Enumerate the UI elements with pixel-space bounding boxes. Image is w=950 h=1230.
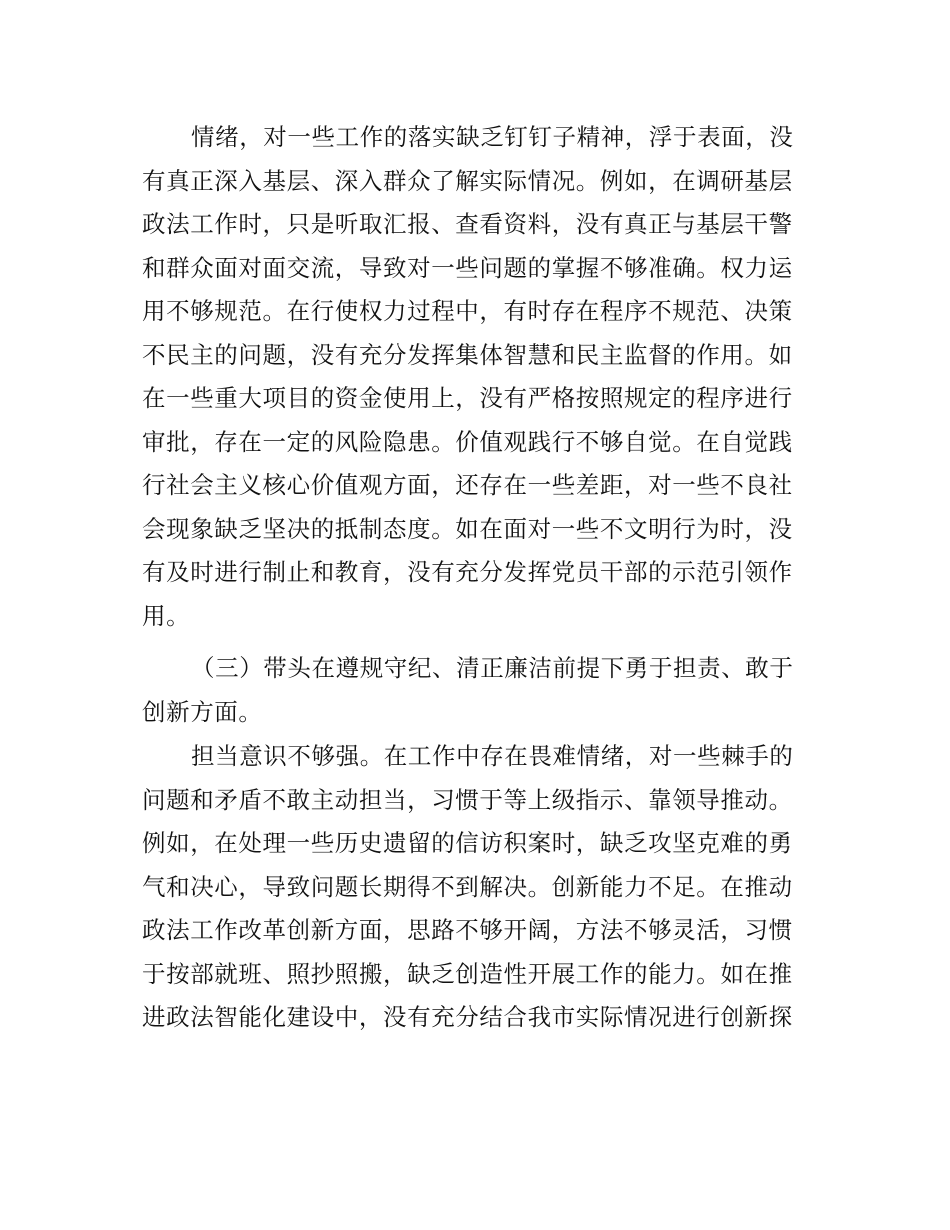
text-line: 和群众面对面交流，导致对一些问题的掌握不够准确。权力运 (142, 253, 793, 282)
text-line: 会现象缺乏坚决的抵制态度。如在面对一些不文明行为时，没 (142, 514, 793, 543)
text-line: 在一些重大项目的资金使用上，没有严格按照规定的程序进行 (142, 384, 793, 412)
text-line: 于按部就班、照抄照搬，缺乏创造性开展工作的能力。如在推 (142, 959, 793, 988)
text-line: 例如，在处理一些历史遗留的信访积案时，缺乏攻坚克难的勇 (142, 829, 793, 857)
text-line: 有及时进行制止和教育，没有充分发挥党员干部的示范引领作 (142, 558, 793, 586)
text-line: 气和决心，导致问题长期得不到解决。创新能力不足。在推动 (142, 872, 793, 901)
text-line: 用不够规范。在行使权力过程中，有时存在程序不规范、决策 (142, 297, 793, 325)
text-line: 情绪，对一些工作的落实缺乏钉钉子精神，浮于表面，没 (191, 123, 794, 151)
text-line: 问题和矛盾不敢主动担当，习惯于等上级指示、靠领导推动。 (142, 785, 793, 814)
text-line: 审批，存在一定的风险隐患。价值观践行不够自觉。在自觉践 (142, 427, 793, 456)
text-line: 进政法智能化建设中，没有充分结合我市实际情况进行创新探 (142, 1003, 793, 1031)
text-line: 用。 (142, 601, 191, 630)
heading-line: 创新方面。 (142, 697, 263, 726)
paragraph-continuation (142, 116, 814, 638)
text-line: 不民主的问题，没有充分发挥集体智慧和民主监督的作用。如 (142, 340, 793, 369)
paragraph-responsibility (142, 735, 814, 1040)
text-line: 担当意识不够强。在工作中存在畏难情绪，对一些棘手的 (191, 742, 794, 770)
text-line: 政法工作时，只是听取汇报、查看资料，没有真正与基层干警 (142, 210, 793, 238)
text-line: 有真正深入基层、深入群众了解实际情况。例如，在调研基层 (142, 166, 793, 195)
heading-line: （三）带头在遵规守纪、清正廉洁前提下勇于担责、敢于 (191, 654, 794, 682)
text-line: 政法工作改革创新方面，思路不够开阔，方法不够灵活，习惯 (142, 916, 793, 944)
text-line: 行社会主义核心价值观方面，还存在一些差距，对一些不良社 (142, 471, 793, 499)
section-heading (142, 647, 814, 734)
